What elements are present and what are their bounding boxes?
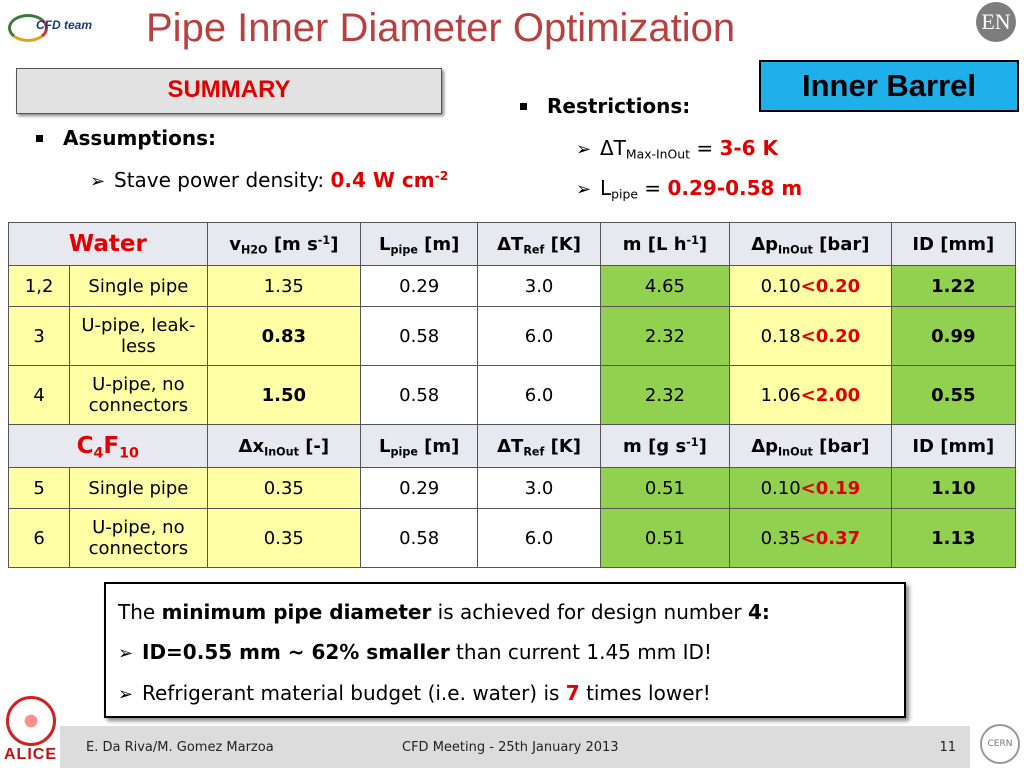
restrictions-heading: Restrictions: bbox=[520, 94, 690, 118]
cern-logo: CERN bbox=[980, 724, 1020, 764]
water-header-row bbox=[9, 223, 1016, 266]
vapor-quality-header: $\Delta x_{InOut}$ [-] bbox=[207, 425, 360, 468]
arrow-bullet-icon: ➢ bbox=[118, 643, 134, 664]
assumptions-heading: Assumptions: bbox=[36, 126, 216, 150]
restriction-delta-t: ➢ $\Delta T_{Max-InOut} = 3-6$ K bbox=[576, 136, 779, 162]
cfd-team-logo bbox=[6, 8, 106, 42]
inner-diameter-header: ID [mm] bbox=[891, 223, 1015, 266]
flow-header: m [g $s^{-1}$] bbox=[600, 425, 729, 468]
delta-t-header: $\Delta T_{Ref}$ [K] bbox=[478, 223, 600, 266]
arrow-bullet-icon: ➢ bbox=[118, 684, 134, 705]
en-logo: EN bbox=[976, 2, 1016, 42]
pressure-drop-header: $\Delta p_{InOut}$ [bar] bbox=[730, 425, 891, 468]
arrow-bullet-icon: ➢ bbox=[576, 139, 592, 160]
arrow-bullet-icon: ➢ bbox=[576, 179, 592, 200]
velocity-header: $v_{H2O}$ [m $s^{-1}$] bbox=[207, 223, 360, 266]
conclusion-line-3: ➢ Refrigerant material budget (i.e. water) is 7 times lower! bbox=[118, 681, 711, 705]
alice-emblem-icon bbox=[6, 696, 56, 746]
table-row: 4 U-pipe, no connectors 1.50 0.58 6.0 2.32 1.06<2.00 0.55 bbox=[9, 366, 1016, 425]
results-table bbox=[8, 222, 1016, 568]
pressure-drop-header: $\Delta p_{InOut}$ [bar] bbox=[730, 223, 891, 266]
fluid-water-header: Water bbox=[9, 223, 208, 266]
footer-bar bbox=[60, 726, 970, 768]
alice-logo: ALICE bbox=[2, 694, 58, 768]
table-row: 1,2 Single pipe 1.35 0.29 3.0 4.65 0.10<0.20 1.22 bbox=[9, 266, 1016, 307]
summary-box bbox=[16, 68, 442, 114]
inner-diameter-header: ID [mm] bbox=[891, 425, 1015, 468]
square-bullet-icon bbox=[36, 135, 43, 142]
table-row: 6 U-pipe, no connectors 0.35 0.58 6.0 0.51 0.35<0.37 1.13 bbox=[9, 509, 1016, 568]
summary-label: SUMMARY bbox=[167, 76, 291, 103]
length-header: $L_{pipe}$ [m] bbox=[361, 223, 478, 266]
arrow-bullet-icon: ➢ bbox=[90, 171, 106, 192]
inner-barrel-label: Inner Barrel bbox=[759, 60, 1019, 112]
flow-header: m [L $h^{-1}$] bbox=[600, 223, 729, 266]
conclusion-box bbox=[104, 582, 906, 718]
footer-meeting: CFD Meeting - 25th January 2013 bbox=[402, 740, 619, 755]
fluid-c4f10-header: $C_4F_{10}$ bbox=[9, 425, 208, 468]
table-row: 5 Single pipe 0.35 0.29 3.0 0.51 0.10<0.19 1.10 bbox=[9, 468, 1016, 509]
footer-authors: E. Da Riva/M. Gomez Marzoa bbox=[86, 740, 274, 755]
page-title: Pipe Inner Diameter Optimization bbox=[146, 6, 736, 50]
cfd-logo-text: CFD team bbox=[36, 18, 93, 32]
restriction-l-pipe: ➢ $L_{pipe} = 0.29-0.58$ m bbox=[576, 176, 803, 202]
table-row: 3 U-pipe, leak-less 0.83 0.58 6.0 2.32 0.18<0.20 0.99 bbox=[9, 307, 1016, 366]
conclusion-line-2: ➢ ID=0.55 mm ~ 62% smaller than current 1.45 mm ID! bbox=[118, 640, 712, 664]
stave-power-density: ➢ Stave power density: 0.4 W $cm^{-2}$ bbox=[90, 168, 449, 192]
conclusion-line-1: The minimum pipe diameter is achieved for design number 4: bbox=[118, 600, 770, 624]
length-header: $L_{pipe}$ [m] bbox=[361, 425, 478, 468]
c4f10-header-row bbox=[9, 425, 1016, 468]
page-number: 11 bbox=[939, 740, 956, 755]
delta-t-header: $\Delta T_{Ref}$ [K] bbox=[478, 425, 600, 468]
square-bullet-icon bbox=[520, 103, 527, 110]
